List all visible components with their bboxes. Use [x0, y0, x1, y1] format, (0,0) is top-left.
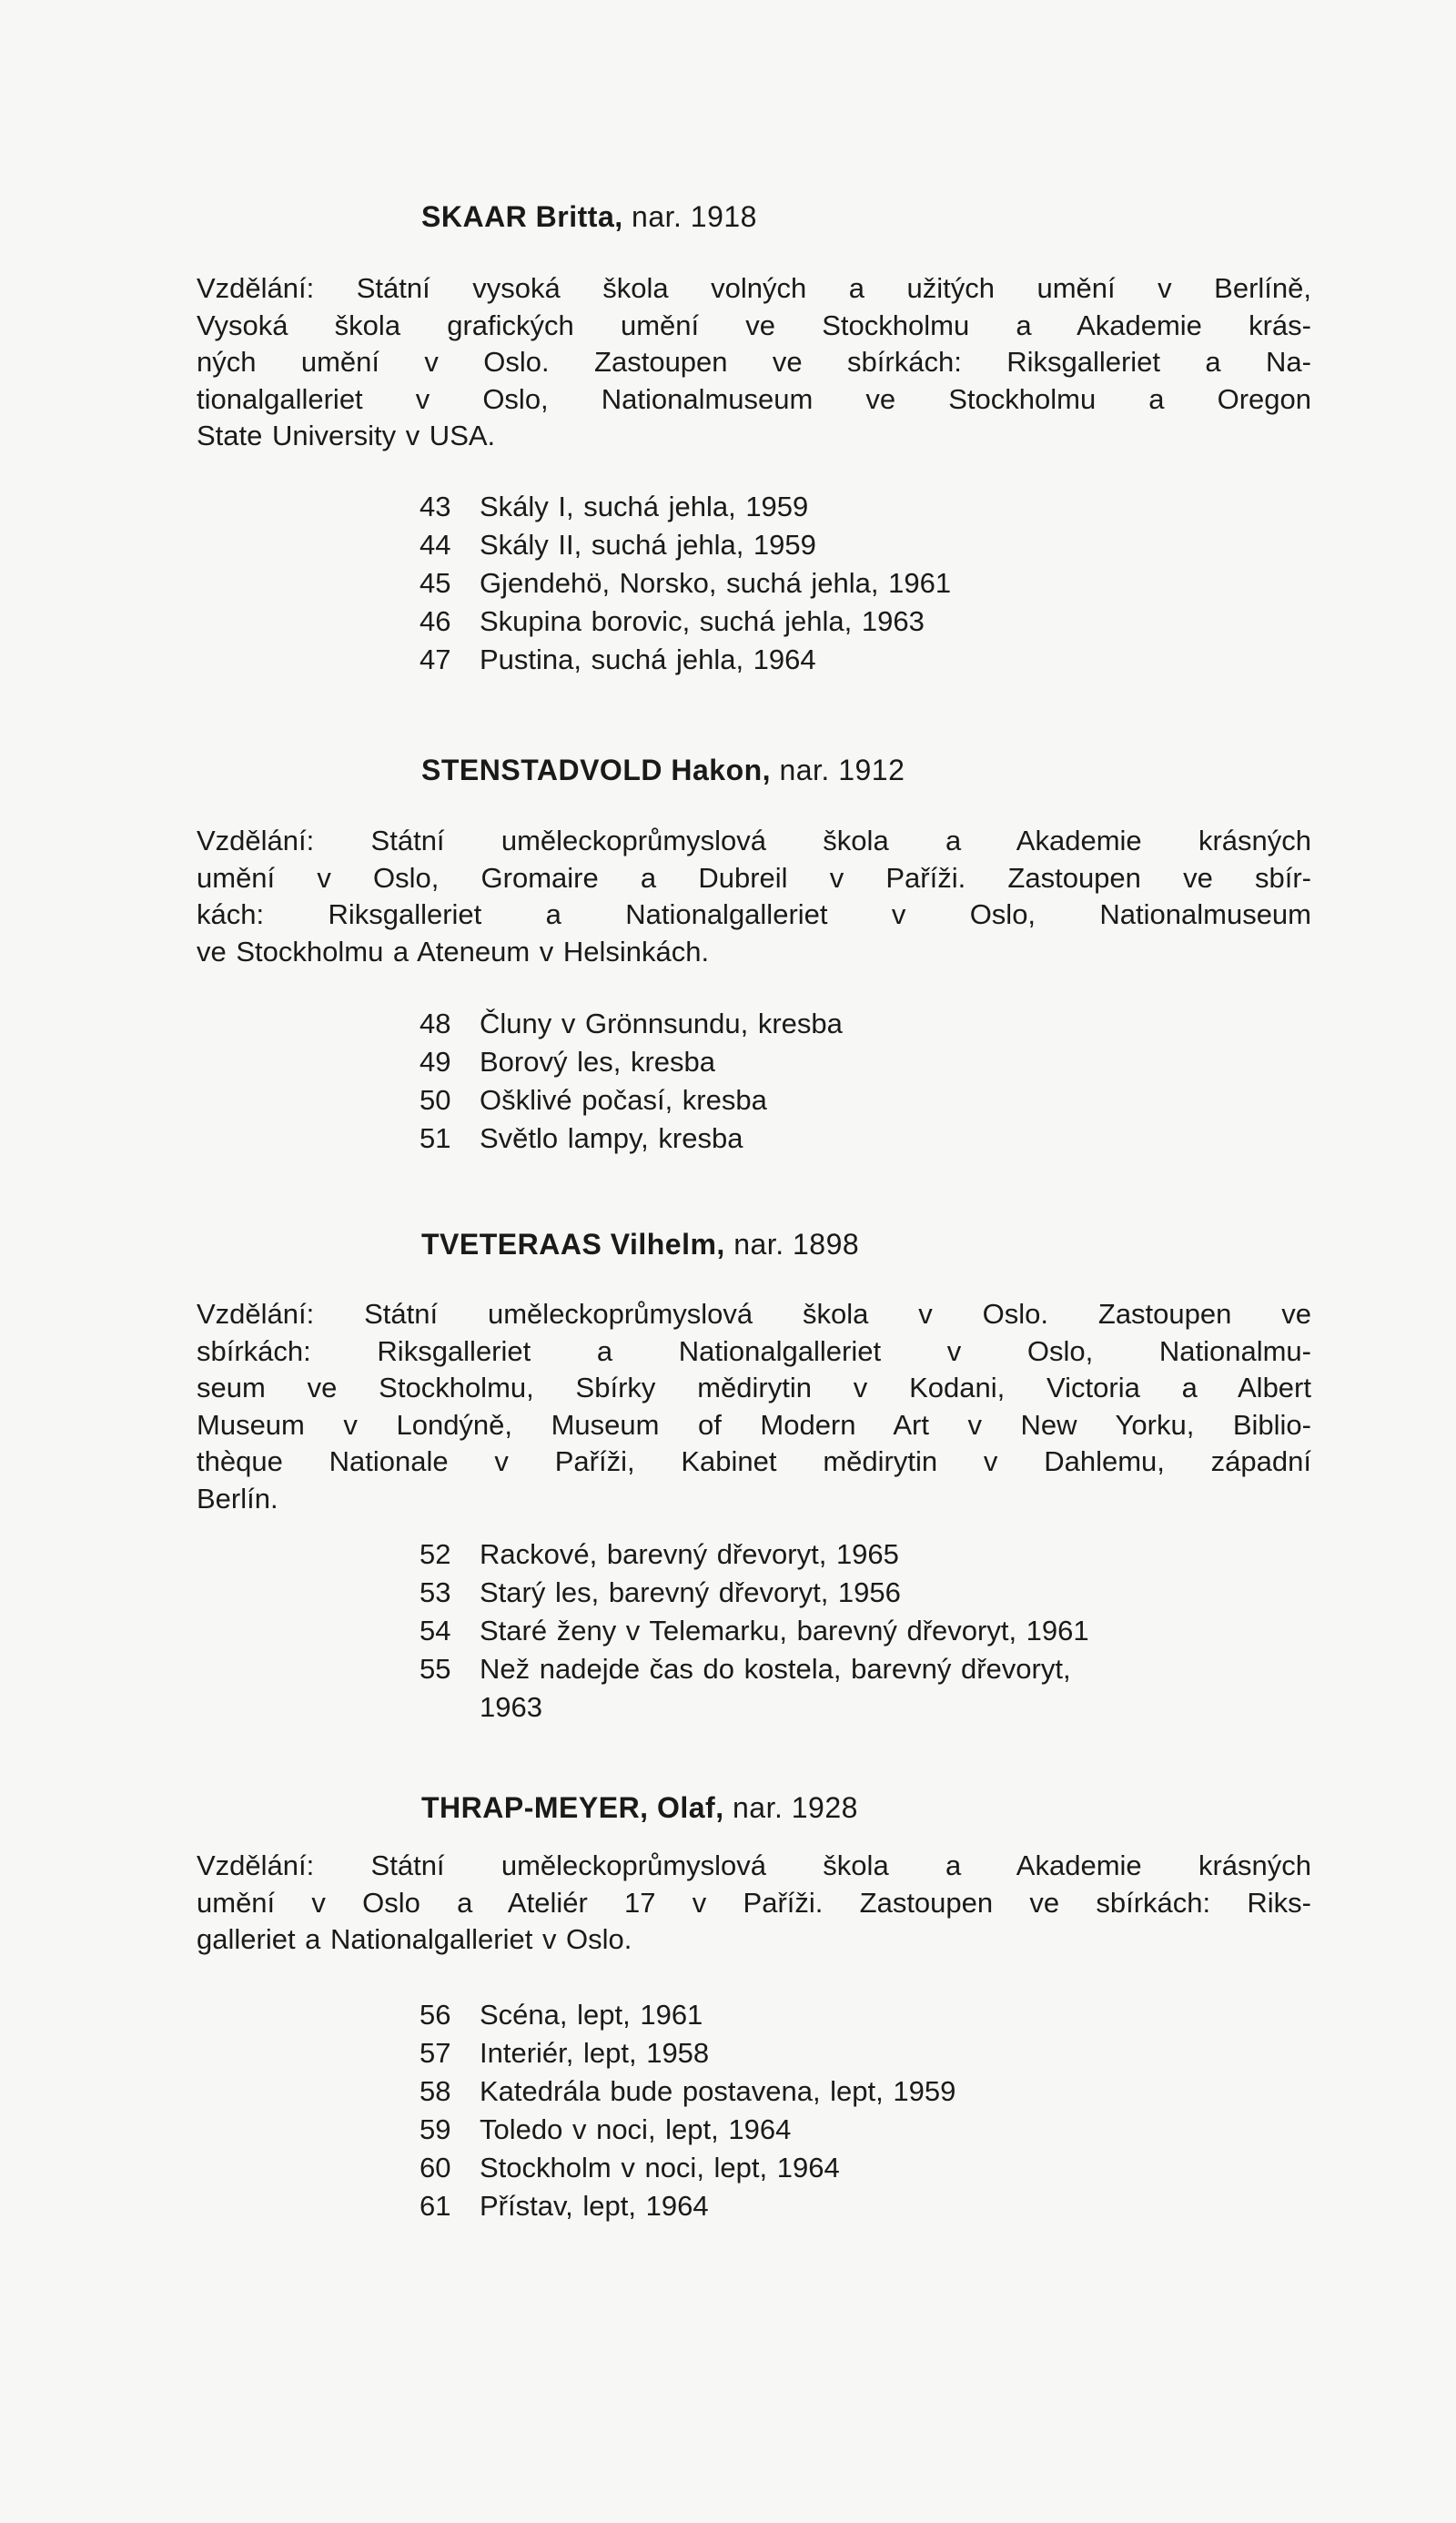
work-item	[420, 1043, 843, 1081]
work-item	[420, 526, 951, 564]
work-title: Rackové, barevný dřevoryt, 1965	[480, 1538, 899, 1570]
artist-given-name: Olaf,	[656, 1791, 724, 1824]
work-title: Interiér, lept, 1958	[480, 2037, 710, 2069]
works-list	[420, 1996, 956, 2225]
work-title: Skály II, suchá jehla, 1959	[480, 529, 816, 561]
work-item	[420, 1120, 843, 1158]
biography-line: sbírkách: Riksgalleriet a Nationalgalleriet v Oslo, Nationalmu-	[197, 1334, 1311, 1367]
works-list	[420, 488, 951, 679]
artist-surname: STENSTADVOLD	[421, 754, 662, 786]
work-title: Scéna, lept, 1961	[480, 1999, 703, 2031]
work-title: Toledo v noci, lept, 1964	[480, 2113, 792, 2145]
work-title: Stockholm v noci, lept, 1964	[480, 2152, 840, 2184]
work-number: 57	[420, 2037, 451, 2069]
artist-heading	[421, 1791, 858, 1825]
work-number: 50	[420, 1084, 451, 1116]
work-number: 58	[420, 2075, 451, 2107]
biography-line: Vzdělání: Státní uměleckoprůmyslová škola v Oslo. Zastoupen ve	[197, 1298, 1311, 1330]
work-item	[420, 1612, 1089, 1650]
biography-line: Berlín.	[197, 1482, 278, 1515]
work-number: 53	[420, 1576, 451, 1608]
artist-birth-year: nar. 1898	[733, 1228, 860, 1261]
artist-biography	[197, 823, 1311, 970]
artist-surname: SKAAR	[421, 200, 528, 233]
artist-heading	[421, 754, 905, 787]
biography-line: kách: Riksgalleriet a Nationalgalleriet v Oslo, Nationalmuseum	[197, 898, 1311, 930]
work-title: Staré ženy v Telemarku, barevný dřevoryt, 1961	[480, 1615, 1089, 1647]
work-item	[420, 1535, 1089, 1574]
biography-line: umění v Oslo, Gromaire a Dubreil v Paříži. Zastoupen ve sbír-	[197, 861, 1311, 894]
work-number: 52	[420, 1538, 451, 1570]
biography-line: Vzdělání: Státní uměleckoprůmyslová škola a Akademie krásných	[197, 1849, 1311, 1881]
artist-given-name: Hakon,	[671, 754, 772, 786]
work-title: Skupina borovic, suchá jehla, 1963	[480, 605, 925, 637]
work-title: Než nadejde čas do kostela, barevný dřevoryt,	[480, 1653, 1071, 1685]
work-title: Borový les, kresba	[480, 1046, 715, 1078]
work-item	[420, 2111, 956, 2149]
biography-line: Vzdělání: Státní vysoká škola volných a užitých umění v Berlíně,	[197, 272, 1311, 304]
work-item	[420, 1005, 843, 1043]
work-number: 46	[420, 605, 451, 637]
work-number: 43	[420, 491, 451, 522]
work-number: 61	[420, 2190, 451, 2222]
biography-line: ných umění v Oslo. Zastoupen ve sbírkách: Riksgalleriet a Na-	[197, 346, 1311, 378]
artist-biography	[197, 1296, 1311, 1517]
artist-surname: TVETERAAS	[421, 1228, 602, 1261]
artist-heading	[421, 1228, 859, 1262]
biography-line: ve Stockholmu a Ateneum v Helsinkách.	[197, 935, 710, 968]
artist-birth-year: nar. 1918	[632, 200, 757, 233]
work-item	[420, 603, 951, 641]
work-title: Světlo lampy, kresba	[480, 1122, 743, 1154]
work-title: Ošklivé počasí, kresba	[480, 1084, 767, 1116]
work-title-continuation: 1963	[480, 1691, 542, 1723]
work-number: 54	[420, 1615, 451, 1647]
work-title: Přístav, lept, 1964	[480, 2190, 709, 2222]
artist-given-name: Vilhelm,	[610, 1228, 725, 1261]
work-item	[420, 488, 951, 526]
work-item	[420, 2149, 956, 2187]
artist-birth-year: nar. 1928	[732, 1791, 858, 1824]
work-item	[420, 641, 951, 679]
work-title: Skály I, suchá jehla, 1959	[480, 491, 809, 522]
artist-biography	[197, 270, 1311, 455]
work-item	[420, 1081, 843, 1120]
artist-given-name: Britta,	[535, 200, 623, 233]
biography-line: Vzdělání: Státní uměleckoprůmyslová škola a Akademie krásných	[197, 825, 1311, 856]
biography-line: thèque Nationale v Paříži, Kabinet mědirytin v Dahlemu, západní	[197, 1445, 1311, 1477]
work-number: 55	[420, 1653, 451, 1685]
biography-line: Museum v Londýně, Museum of Modern Art v New Yorku, Biblio-	[197, 1408, 1311, 1441]
work-title: Katedrála bude postavena, lept, 1959	[480, 2075, 956, 2107]
artist-heading	[421, 200, 757, 234]
work-item	[420, 2034, 956, 2072]
work-number: 44	[420, 529, 451, 561]
work-title: Pustina, suchá jehla, 1964	[480, 643, 816, 675]
work-item	[420, 1650, 1089, 1688]
work-number: 56	[420, 1999, 451, 2031]
artist-biography	[197, 1848, 1311, 1959]
work-number: 48	[420, 1008, 451, 1039]
work-title: Starý les, barevný dřevoryt, 1956	[480, 1576, 901, 1608]
work-item	[420, 1996, 956, 2034]
work-number: 59	[420, 2113, 451, 2145]
work-item	[420, 564, 951, 603]
artist-surname: THRAP-MEYER,	[421, 1791, 649, 1824]
work-number: 45	[420, 567, 451, 599]
works-list	[420, 1535, 1089, 1727]
work-item	[420, 2072, 956, 2111]
work-title: Gjendehö, Norsko, suchá jehla, 1961	[480, 567, 952, 599]
work-number: 60	[420, 2152, 451, 2184]
biography-line: Vysoká škola grafických umění ve Stockholmu a Akademie krás-	[197, 309, 1311, 341]
biography-line: umění v Oslo a Ateliér 17 v Paříži. Zastoupen ve sbírkách: Riks-	[197, 1886, 1311, 1919]
biography-line: tionalgalleriet v Oslo, Nationalmuseum ve Stockholmu a Oregon	[197, 382, 1311, 415]
artist-birth-year: nar. 1912	[779, 754, 905, 786]
work-item	[420, 1574, 1089, 1612]
biography-line: seum ve Stockholmu, Sbírky mědirytin v Kodani, Victoria a Albert	[197, 1372, 1311, 1403]
biography-line: State University v USA.	[197, 420, 496, 451]
work-title: Čluny v Grönnsundu, kresba	[480, 1008, 843, 1039]
biography-line: galleriet a Nationalgalleriet v Oslo.	[197, 1923, 632, 1955]
work-number: 51	[420, 1122, 451, 1154]
work-number: 49	[420, 1046, 451, 1078]
work-number: 47	[420, 643, 451, 675]
works-list	[420, 1005, 843, 1158]
work-item	[420, 2187, 956, 2225]
